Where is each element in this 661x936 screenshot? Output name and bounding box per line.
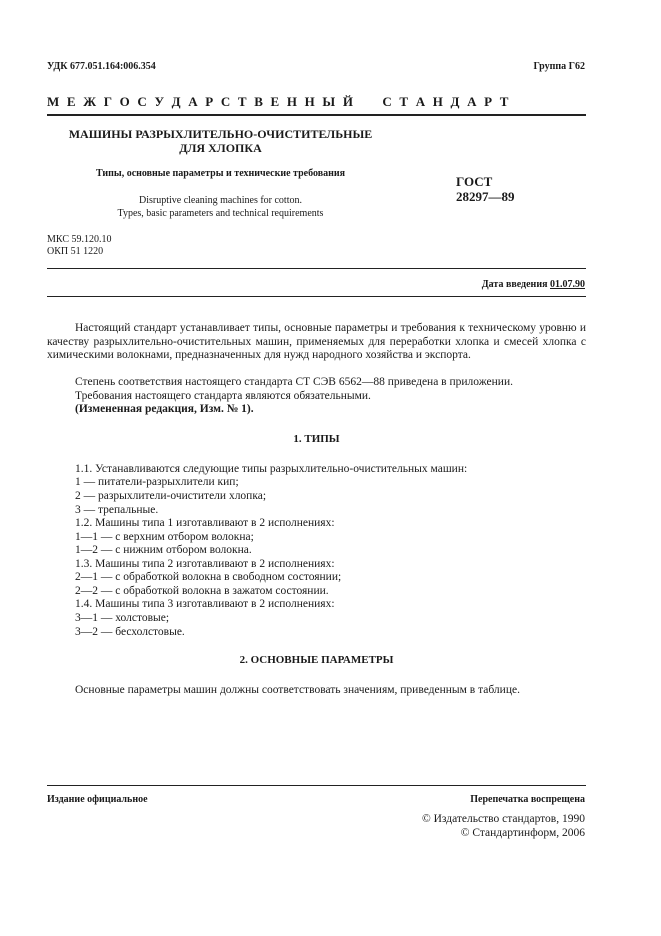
title-line1: МАШИНЫ РАЗРЫХЛИТЕЛЬНО-ОЧИСТИТЕЛЬНЫЕ [68, 127, 373, 141]
list-item: 3—2 — бесхолстовые. [75, 626, 185, 638]
intro-paragraph-3: Требования настоящего стандарта являются обязательными. [75, 390, 371, 402]
list-item: 1.3. Машины типа 2 изготавливают в 2 исполнениях: [75, 558, 335, 570]
subtitle: Типы, основные параметры и технические требования [95, 168, 346, 179]
gost-number: 28297—89 [456, 189, 515, 204]
okp-code: ОКП 51 1220 [47, 246, 104, 257]
mks-code: МКС 59.120.10 [47, 234, 112, 245]
intro-date [482, 279, 585, 290]
codes-rule [47, 268, 586, 269]
header-rule [47, 114, 586, 116]
intro-date-label: Дата введения [481, 279, 548, 290]
section2-text: Основные параметры машин должны соответствовать значениям, приведенным в таблице. [75, 684, 520, 696]
english-title-line1: Disruptive cleaning machines for cotton. [138, 195, 302, 206]
intro-paragraph-2: Степень соответствия настоящего стандарта СТ СЭВ 6562—88 приведена в приложении. [75, 376, 513, 388]
copyright-2: © Стандартинформ, 2006 [460, 827, 585, 839]
footer-rule [47, 785, 586, 786]
title-line2: ДЛЯ ХЛОПКА [179, 141, 262, 155]
section1-heading: 1. ТИПЫ [293, 433, 340, 445]
official-edition: Издание официальное [47, 794, 148, 805]
list-item: 3—1 — холстовые; [75, 612, 170, 624]
date-rule [47, 296, 586, 297]
list-item: 1.2. Машины типа 1 изготавливают в 2 исполнениях: [75, 517, 335, 529]
list-item: 1.1. Устанавливаются следующие типы разрыхлительно-очистительных машин: [75, 463, 468, 475]
udc-code: УДК 677.051.164:006.354 [47, 61, 156, 72]
list-item: 2—1 — с обработкой волокна в свободном состоянии; [75, 571, 342, 583]
english-title-line2: Types, basic parameters and technical requirements [117, 208, 324, 219]
intro-paragraph-1: Настоящий стандарт устанавливает типы, основные параметры и требования к техническому уровню и качеству разрыхлительно-очистительных машин, применяемых для переработки хлопка и смесей хлопка с химическими волокнами, предназначенных для нужд народного хозяйства и экспорта. [47, 322, 586, 362]
list-item: 1.4. Машины типа 3 изготавливают в 2 исполнениях: [75, 598, 335, 610]
list-item: 2—2 — с обработкой волокна в зажатом состоянии. [75, 585, 329, 597]
group-code: Группа Г62 [533, 61, 585, 72]
amendment-note: (Измененная редакция, Изм. № 1). [75, 403, 254, 415]
list-item: 1 — питатели-разрыхлители кип; [75, 476, 239, 488]
list-item: 2 — разрыхлители-очистители хлопка; [75, 490, 267, 502]
reprint-notice: Перепечатка воспрещена [470, 794, 585, 805]
standard-type-banner: М Е Ж Г О С У Д А Р С Т В Е Н Н Ы Й С Т А Н Д А Р Т [47, 94, 511, 109]
list-item: 1—1 — с верхним отбором волокна; [75, 531, 254, 543]
copyright-1: © Издательство стандартов, 1990 [421, 813, 585, 825]
list-item: 1—2 — с нижним отбором волокна. [75, 544, 252, 556]
section2-heading: 2. ОСНОВНЫЕ ПАРАМЕТРЫ [239, 654, 394, 666]
gost-label: ГОСТ [456, 174, 493, 189]
intro-date-value: 01.07.90 [550, 279, 585, 290]
list-item: 3 — трепальные. [75, 504, 159, 516]
